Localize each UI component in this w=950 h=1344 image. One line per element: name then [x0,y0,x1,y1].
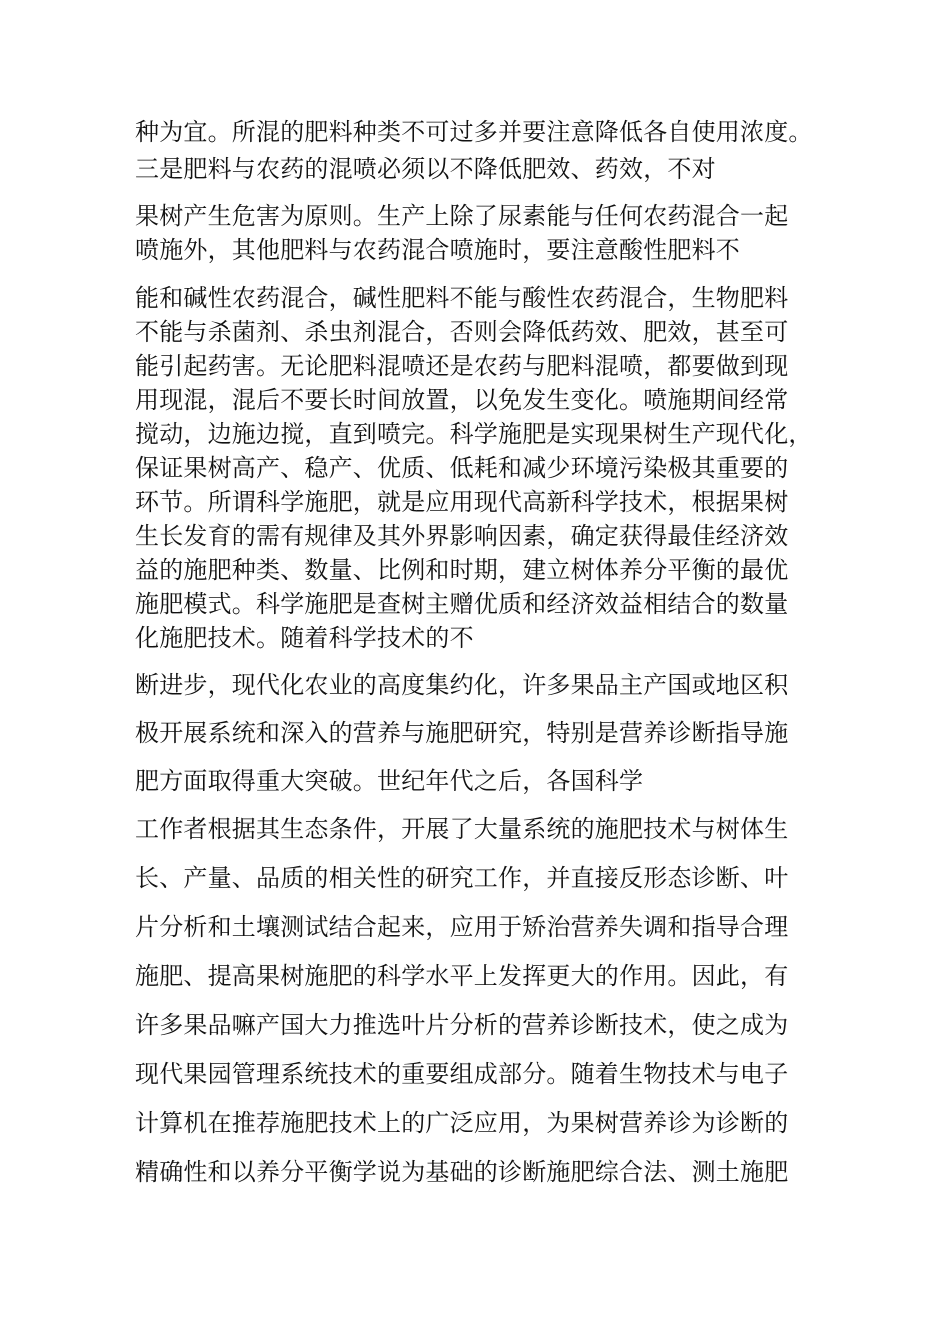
text-line: 现代果园管理系统技术的重要组成部分。随着生物技术与电子 [135,1060,789,1088]
text-line: 生长发育的需有规律及其外界影响因素，确定获得最佳经济效 [135,522,789,550]
text-line: 环节。所谓科学施肥，就是应用现代高新科学技术，根据果树 [135,488,789,516]
text-line: 施肥模式。科学施肥是查树主赠优质和经济效益相结合的数量 [135,590,789,618]
text-line: 计算机在推荐施肥技术上的广泛应用，为果树营养诊为诊断的 [135,1109,789,1137]
text-line: 三是肥料与农药的混喷必须以不降低肥效、药效，不对 [135,155,716,183]
text-line: 化施肥技术。随着科学技术的不 [135,624,474,652]
text-line: 保证果树高产、稳产、优质、低耗和减少环境污染极其重要的 [135,454,789,482]
text-line: 喷施外，其他肥料与农药混合喷施时，要注意酸性肥料不 [135,236,740,264]
text-line: 许多果品嘛产国大力推选叶片分析的营养诊断技术，使之成为 [135,1011,789,1039]
text-line: 长、产量、品质的相关性的研究工作，并直接反形态诊断、叶 [135,864,789,892]
text-line: 能和碱性农药混合，碱性肥料不能与酸性农药混合，生物肥料 [135,284,789,312]
text-line: 能引起药害。无论肥料混喷还是农药与肥料混喷，都要做到现 [135,352,789,380]
text-line: 种为宜。所混的肥料种类不可过多并要注意降低各自使用浓度。 [135,118,813,146]
text-line: 搅动，边施边搅，直到喷完。科学施肥是实现果树生产现代化， [135,420,813,448]
text-line: 工作者根据其生态条件，开展了大量系统的施肥技术与树体生 [135,815,789,843]
text-line: 精确性和以养分平衡学说为基础的诊断施肥综合法、测土施肥 [135,1158,789,1186]
text-line: 片分析和土壤测试结合起来，应用于矫治营养失调和指导合理 [135,913,789,941]
text-line: 用现混，混后不要长时间放置，以免发生变化。喷施期间经常 [135,386,789,414]
text-line: 极开展系统和深入的营养与施肥研究，特别是营养诊断指导施 [135,719,789,747]
text-line: 益的施肥种类、数量、比例和时期，建立树体养分平衡的最优 [135,556,789,584]
text-line: 断进步，现代化农业的高度集约化，许多果品主产国或地区积 [135,671,789,699]
text-line: 施肥、提高果树施肥的科学水平上发挥更大的作用。因此，有 [135,962,789,990]
text-line: 肥方面取得重大突破。世纪年代之后，各国科学 [135,767,644,795]
text-line: 果树产生危害为原则。生产上除了尿素能与任何农药混合一起 [135,202,789,230]
text-line: 不能与杀菌剂、杀虫剂混合，否则会降低药效、肥效，甚至可 [135,318,789,346]
